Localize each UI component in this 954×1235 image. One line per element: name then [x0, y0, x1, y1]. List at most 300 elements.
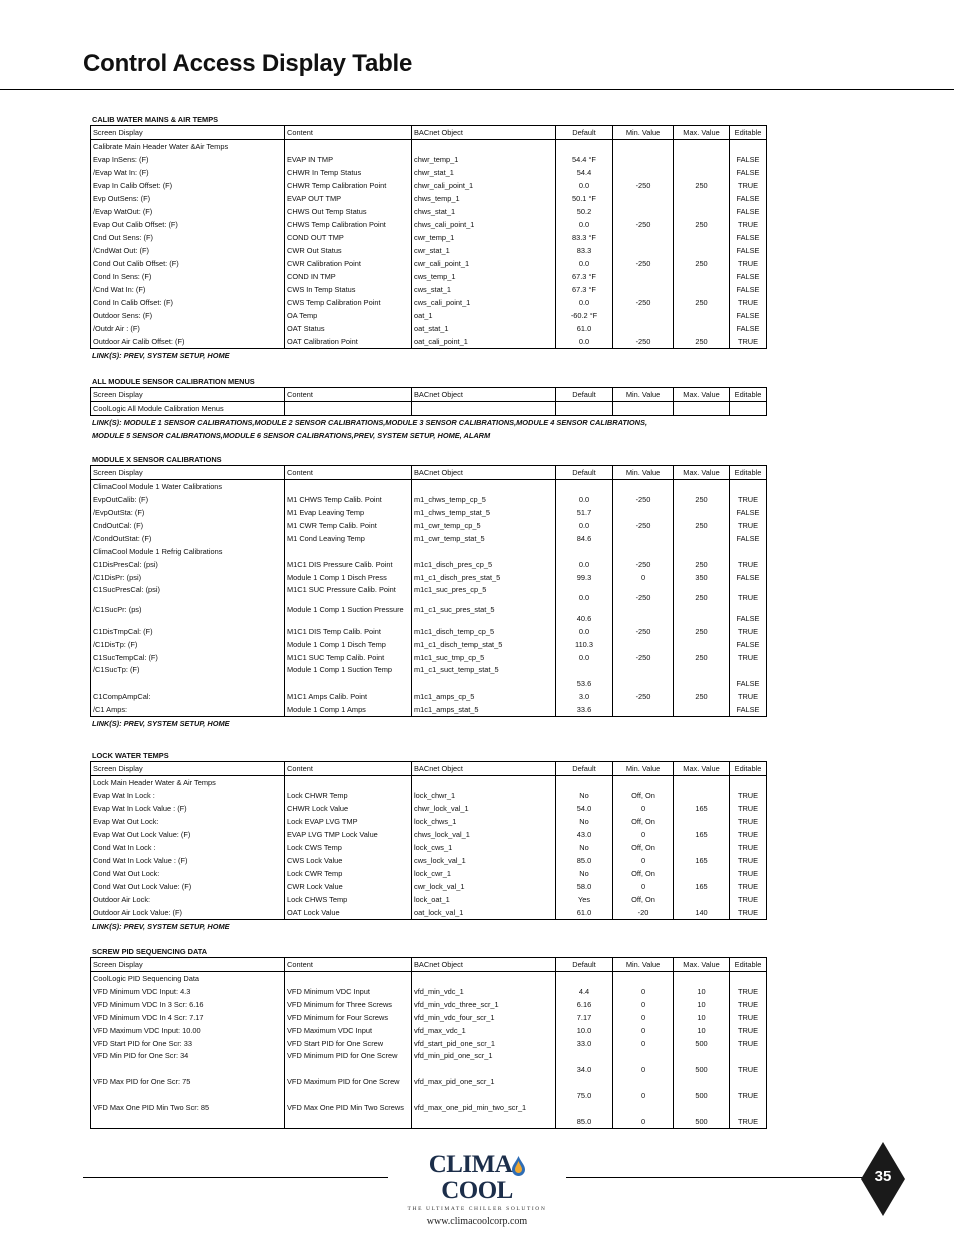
- cell-max: [674, 604, 730, 625]
- cell-default: 110.3: [556, 638, 613, 651]
- table-row: [91, 638, 767, 651]
- cell-editable: TRUE: [730, 335, 767, 349]
- cell-bacnet: chws_cali_point_1: [412, 218, 556, 231]
- logo-wordmark: [394, 1152, 560, 1204]
- table-row: [91, 893, 767, 906]
- column-header-editable: Editable: [730, 762, 767, 776]
- cell-screen: C1SucTempCal: (F): [91, 651, 285, 664]
- cell-min: [613, 972, 674, 986]
- links-line: LINK(S): PREV, SYSTEM SETUP, HOME: [92, 351, 230, 360]
- cell-min: [613, 480, 674, 494]
- cell-max: 350: [674, 571, 730, 584]
- cell-editable: FALSE: [730, 664, 767, 690]
- cell-max: [674, 244, 730, 257]
- cell-default: [556, 480, 613, 494]
- cell-screen: VFD Minimum VDC Input: 4.3: [91, 985, 285, 998]
- cell-editable: [730, 402, 767, 416]
- cell-content: VFD Minimum VDC Input: [285, 985, 412, 998]
- logo-tagline: THE ULTIMATE CHILLER SOLUTION: [407, 1206, 547, 1212]
- cell-screen: VFD Max One PID Min Two Scr: 85: [91, 1102, 285, 1129]
- cell-editable: TRUE: [730, 906, 767, 920]
- cell-editable: TRUE: [730, 841, 767, 854]
- cell-min: [613, 402, 674, 416]
- cell-default: 84.6: [556, 532, 613, 545]
- cell-min: -20: [613, 906, 674, 920]
- cell-screen: Cond Wat In Lock Value : (F): [91, 854, 285, 867]
- cell-content: [285, 776, 412, 790]
- cell-bacnet: [412, 776, 556, 790]
- table-row: [91, 571, 767, 584]
- cell-default: 54.4: [556, 166, 613, 179]
- cell-screen: VFD Min PID for One Scr: 34: [91, 1050, 285, 1076]
- cell-editable: FALSE: [730, 309, 767, 322]
- table-row: [91, 703, 767, 717]
- cell-max: [674, 841, 730, 854]
- cell-content: OAT Lock Value: [285, 906, 412, 920]
- cell-editable: FALSE: [730, 231, 767, 244]
- cell-min: -250: [613, 584, 674, 604]
- cell-editable: FALSE: [730, 532, 767, 545]
- cell-content: VFD Minimum PID for One Screw: [285, 1050, 412, 1076]
- table-row: [91, 166, 767, 179]
- column-header-content: Content: [285, 958, 412, 972]
- cell-default: 0.0: [556, 558, 613, 571]
- cell-bacnet: [412, 972, 556, 986]
- section-title: SCREW PID SEQUENCING DATA: [92, 947, 208, 956]
- table-row: [91, 867, 767, 880]
- cell-min: [613, 532, 674, 545]
- cell-screen: CndOutCal: (F): [91, 519, 285, 532]
- cell-screen: /C1 Amps:: [91, 703, 285, 717]
- cell-max: [674, 166, 730, 179]
- cell-default: 33.6: [556, 703, 613, 717]
- cell-editable: [730, 545, 767, 558]
- cell-min: 0: [613, 1102, 674, 1129]
- cell-bacnet: cws_stat_1: [412, 283, 556, 296]
- column-header-content: Content: [285, 126, 412, 140]
- cell-bacnet: m1c1_disch_temp_cp_5: [412, 625, 556, 638]
- cell-bacnet: m1_c1_suc_pres_stat_5: [412, 604, 556, 625]
- cell-min: -250: [613, 257, 674, 270]
- cell-bacnet: cwr_stat_1: [412, 244, 556, 257]
- cell-bacnet: oat_1: [412, 309, 556, 322]
- column-header-min: Min. Value: [613, 466, 674, 480]
- cell-default: 0.0: [556, 651, 613, 664]
- table-row: [91, 140, 767, 154]
- cell-bacnet: vfd_min_vdc_four_scr_1: [412, 1011, 556, 1024]
- section-title: LOCK WATER TEMPS: [92, 751, 169, 760]
- cell-max: [674, 402, 730, 416]
- cell-min: -250: [613, 335, 674, 349]
- table-row: [91, 789, 767, 802]
- cell-content: CWS Lock Value: [285, 854, 412, 867]
- logo-text-clima: CLIMA: [428, 1151, 513, 1178]
- cell-content: COND IN TMP: [285, 270, 412, 283]
- cell-content: VFD Max One PID Min Two Screws: [285, 1102, 412, 1129]
- cell-max: 10: [674, 998, 730, 1011]
- cell-max: 500: [674, 1102, 730, 1129]
- footer-divider-left: [83, 1177, 388, 1178]
- cell-editable: TRUE: [730, 815, 767, 828]
- cell-default: No: [556, 867, 613, 880]
- cell-content: Lock CHWR Temp: [285, 789, 412, 802]
- cell-max: 500: [674, 1037, 730, 1050]
- cell-max: 250: [674, 179, 730, 192]
- cell-min: [613, 231, 674, 244]
- cell-max: [674, 192, 730, 205]
- cell-editable: TRUE: [730, 802, 767, 815]
- water-drop-icon: [512, 1156, 525, 1176]
- cell-screen: C1SucPresCal: (psi): [91, 584, 285, 604]
- cell-editable: FALSE: [730, 244, 767, 257]
- cell-content: [285, 545, 412, 558]
- cell-min: [613, 776, 674, 790]
- cell-bacnet: chwr_stat_1: [412, 166, 556, 179]
- data-table: [90, 761, 767, 920]
- table-row: [91, 532, 767, 545]
- cell-content: Lock CHWS Temp: [285, 893, 412, 906]
- cell-default: 0.0: [556, 257, 613, 270]
- cell-screen: Evap Wat Out Lock:: [91, 815, 285, 828]
- cell-max: 250: [674, 651, 730, 664]
- table-row: [91, 480, 767, 494]
- cell-min: 0: [613, 985, 674, 998]
- cell-screen: VFD Start PID for One Scr: 33: [91, 1037, 285, 1050]
- column-header-content: Content: [285, 388, 412, 402]
- cell-content: CWS Temp Calibration Point: [285, 296, 412, 309]
- cell-max: [674, 532, 730, 545]
- cell-min: 0: [613, 1050, 674, 1076]
- cell-max: [674, 776, 730, 790]
- cell-bacnet: lock_cwr_1: [412, 867, 556, 880]
- column-header-max: Max. Value: [674, 388, 730, 402]
- cell-editable: TRUE: [730, 854, 767, 867]
- cell-content: Lock CWS Temp: [285, 841, 412, 854]
- column-header-default: Default: [556, 388, 613, 402]
- cell-min: [613, 205, 674, 218]
- cell-bacnet: m1_cwr_temp_stat_5: [412, 532, 556, 545]
- cell-content: M1 Evap Leaving Temp: [285, 506, 412, 519]
- cell-bacnet: chws_temp_1: [412, 192, 556, 205]
- column-header-min: Min. Value: [613, 126, 674, 140]
- cell-content: VFD Maximum VDC Input: [285, 1024, 412, 1037]
- cell-min: [613, 545, 674, 558]
- cell-bacnet: lock_oat_1: [412, 893, 556, 906]
- cell-bacnet: vfd_max_pid_one_scr_1: [412, 1076, 556, 1102]
- cell-default: 54.4 °F: [556, 153, 613, 166]
- cell-editable: FALSE: [730, 322, 767, 335]
- table-row: [91, 651, 767, 664]
- cell-min: -250: [613, 519, 674, 532]
- cell-editable: TRUE: [730, 867, 767, 880]
- cell-content: Module 1 Comp 1 Suction Pressure: [285, 604, 412, 625]
- column-header-bacnet: BACnet Object: [412, 958, 556, 972]
- column-header-editable: Editable: [730, 126, 767, 140]
- cell-content: [285, 402, 412, 416]
- cell-max: 10: [674, 1024, 730, 1037]
- cell-editable: TRUE: [730, 625, 767, 638]
- cell-bacnet: oat_cali_point_1: [412, 335, 556, 349]
- cell-screen: ClimaCool Module 1 Water Calibrations: [91, 480, 285, 494]
- cell-min: [613, 153, 674, 166]
- cell-screen: Cond Wat In Lock :: [91, 841, 285, 854]
- cell-default: 40.6: [556, 604, 613, 625]
- cell-bacnet: oat_stat_1: [412, 322, 556, 335]
- cell-min: 0: [613, 854, 674, 867]
- cell-screen: EvpOutCalib: (F): [91, 493, 285, 506]
- cell-min: [613, 703, 674, 717]
- cell-min: -250: [613, 218, 674, 231]
- cell-min: -250: [613, 179, 674, 192]
- cell-bacnet: chwr_lock_val_1: [412, 802, 556, 815]
- cell-content: CWR Out Status: [285, 244, 412, 257]
- cell-screen: C1DisPresCal: (psi): [91, 558, 285, 571]
- cell-editable: TRUE: [730, 1037, 767, 1050]
- column-header-bacnet: BACnet Object: [412, 388, 556, 402]
- table-row: [91, 153, 767, 166]
- cell-content: M1C1 DIS Temp Calib. Point: [285, 625, 412, 638]
- cell-editable: FALSE: [730, 166, 767, 179]
- table-row: [91, 584, 767, 604]
- cell-screen: /CndWat Out: (F): [91, 244, 285, 257]
- cell-max: [674, 867, 730, 880]
- cell-default: [556, 972, 613, 986]
- cell-screen: C1CompAmpCal:: [91, 690, 285, 703]
- cell-screen: VFD Minimum VDC In 4 Scr: 7.17: [91, 1011, 285, 1024]
- column-header-editable: Editable: [730, 388, 767, 402]
- cell-editable: FALSE: [730, 703, 767, 717]
- cell-min: Off, On: [613, 789, 674, 802]
- cell-bacnet: vfd_min_pid_one_scr_1: [412, 1050, 556, 1076]
- cell-max: [674, 283, 730, 296]
- cell-editable: FALSE: [730, 153, 767, 166]
- cell-screen: Evap Wat In Lock Value : (F): [91, 802, 285, 815]
- cell-screen: /C1DisPr: (psi): [91, 571, 285, 584]
- table-row: [91, 1076, 767, 1102]
- cell-screen: /EvpOutSta: (F): [91, 506, 285, 519]
- table-row: [91, 493, 767, 506]
- cell-bacnet: m1c1_amps_stat_5: [412, 703, 556, 717]
- table-row: [91, 309, 767, 322]
- cell-bacnet: vfd_min_vdc_1: [412, 985, 556, 998]
- cell-bacnet: m1_c1_disch_temp_stat_5: [412, 638, 556, 651]
- column-header-screen: Screen Display: [91, 466, 285, 480]
- column-header-content: Content: [285, 762, 412, 776]
- cell-editable: TRUE: [730, 584, 767, 604]
- table-header-row: [91, 762, 767, 776]
- cell-bacnet: vfd_max_one_pid_min_two_scr_1: [412, 1102, 556, 1129]
- cell-min: -250: [613, 625, 674, 638]
- cell-max: 250: [674, 625, 730, 638]
- cell-default: 6.16: [556, 998, 613, 1011]
- cell-content: OAT Calibration Point: [285, 335, 412, 349]
- table-header-row: [91, 958, 767, 972]
- column-header-bacnet: BACnet Object: [412, 466, 556, 480]
- section-0: [90, 114, 766, 362]
- cell-editable: TRUE: [730, 1011, 767, 1024]
- cell-min: Off, On: [613, 815, 674, 828]
- cell-bacnet: cws_cali_point_1: [412, 296, 556, 309]
- cell-default: 85.0: [556, 854, 613, 867]
- column-header-default: Default: [556, 958, 613, 972]
- cell-bacnet: chwr_temp_1: [412, 153, 556, 166]
- cell-default: [556, 545, 613, 558]
- cell-editable: FALSE: [730, 506, 767, 519]
- cell-max: 165: [674, 854, 730, 867]
- cell-max: 250: [674, 690, 730, 703]
- column-header-default: Default: [556, 126, 613, 140]
- table-row: [91, 257, 767, 270]
- cell-max: 250: [674, 558, 730, 571]
- data-table: [90, 957, 767, 1129]
- cell-max: [674, 703, 730, 717]
- cell-max: [674, 205, 730, 218]
- table-row: [91, 985, 767, 998]
- cell-content: M1C1 SUC Temp Calib. Point: [285, 651, 412, 664]
- table-row: [91, 998, 767, 1011]
- cell-max: [674, 789, 730, 802]
- cell-content: CWS In Temp Status: [285, 283, 412, 296]
- cell-content: M1C1 DIS Pressure Calib. Point: [285, 558, 412, 571]
- cell-editable: TRUE: [730, 893, 767, 906]
- cell-max: 140: [674, 906, 730, 920]
- cell-max: [674, 506, 730, 519]
- cell-min: [613, 506, 674, 519]
- cell-screen: Outdoor Air Lock Value: (F): [91, 906, 285, 920]
- column-header-default: Default: [556, 762, 613, 776]
- cell-min: [613, 283, 674, 296]
- table-row: [91, 179, 767, 192]
- cell-editable: FALSE: [730, 192, 767, 205]
- cell-max: [674, 153, 730, 166]
- cell-min: [613, 270, 674, 283]
- cell-max: [674, 309, 730, 322]
- cell-editable: TRUE: [730, 789, 767, 802]
- cell-screen: VFD Max PID for One Scr: 75: [91, 1076, 285, 1102]
- cell-default: 54.0: [556, 802, 613, 815]
- footer-divider-right: [566, 1177, 866, 1178]
- cell-content: Lock CWR Temp: [285, 867, 412, 880]
- cell-editable: TRUE: [730, 998, 767, 1011]
- cell-max: [674, 480, 730, 494]
- table-row: [91, 558, 767, 571]
- cell-max: 250: [674, 493, 730, 506]
- cell-screen: Cond Wat Out Lock:: [91, 867, 285, 880]
- cell-min: 0: [613, 1037, 674, 1050]
- cell-bacnet: [412, 480, 556, 494]
- cell-editable: TRUE: [730, 651, 767, 664]
- cell-screen: Outdoor Sens: (F): [91, 309, 285, 322]
- cell-bacnet: m1c1_suc_tmp_cp_5: [412, 651, 556, 664]
- cell-screen: Cond Wat Out Lock Value: (F): [91, 880, 285, 893]
- cell-min: [613, 140, 674, 154]
- page-title: Control Access Display Table: [83, 50, 413, 77]
- cell-content: CHWR In Temp Status: [285, 166, 412, 179]
- cell-min: 0: [613, 571, 674, 584]
- cell-default: No: [556, 815, 613, 828]
- cell-bacnet: m1_chws_temp_stat_5: [412, 506, 556, 519]
- cell-bacnet: m1_chws_temp_cp_5: [412, 493, 556, 506]
- cell-default: 50.1 °F: [556, 192, 613, 205]
- cell-default: 34.0: [556, 1050, 613, 1076]
- cell-default: 4.4: [556, 985, 613, 998]
- cell-min: [613, 192, 674, 205]
- cell-content: CWR Lock Value: [285, 880, 412, 893]
- cell-screen: VFD Maximum VDC Input: 10.00: [91, 1024, 285, 1037]
- cell-screen: Evp OutSens: (F): [91, 192, 285, 205]
- cell-bacnet: lock_chwr_1: [412, 789, 556, 802]
- website-url: www.climacoolcorp.com: [426, 1216, 528, 1227]
- table-row: [91, 625, 767, 638]
- cell-max: 250: [674, 584, 730, 604]
- links-line: LINK(S): PREV, SYSTEM SETUP, HOME: [92, 922, 230, 931]
- cell-bacnet: lock_chws_1: [412, 815, 556, 828]
- climacool-logo: [394, 1152, 560, 1227]
- section-4: [90, 946, 766, 1129]
- cell-screen: Cnd Out Sens: (F): [91, 231, 285, 244]
- cell-min: [613, 638, 674, 651]
- cell-default: Yes: [556, 893, 613, 906]
- cell-max: [674, 140, 730, 154]
- section-title: ALL MODULE SENSOR CALIBRATION MENUS: [92, 377, 255, 386]
- cell-bacnet: cwr_temp_1: [412, 231, 556, 244]
- cell-max: 250: [674, 335, 730, 349]
- cell-screen: Evap In Calib Offset: (F): [91, 179, 285, 192]
- table-row: [91, 1011, 767, 1024]
- section-1: [90, 376, 766, 442]
- cell-screen: /Cnd Wat In: (F): [91, 283, 285, 296]
- cell-content: Module 1 Comp 1 Suction Temp: [285, 664, 412, 690]
- cell-default: 0.0: [556, 335, 613, 349]
- cell-default: [556, 140, 613, 154]
- cell-bacnet: m1_c1_suct_temp_stat_5: [412, 664, 556, 690]
- cell-bacnet: m1_cwr_temp_cp_5: [412, 519, 556, 532]
- table-row: [91, 1037, 767, 1050]
- cell-default: 61.0: [556, 906, 613, 920]
- links-line: LINK(S): MODULE 1 SENSOR CALIBRATIONS,MODULE 2 SENSOR CALIBRATIONS,MODULE 3 SENSOR CALIBRATIONS,MODULE 4 SENSOR CALIBRATIONS,: [92, 418, 647, 427]
- cell-bacnet: m1c1_suc_pres_cp_5: [412, 584, 556, 604]
- cell-content: Module 1 Comp 1 Disch Temp: [285, 638, 412, 651]
- table-row: [91, 218, 767, 231]
- table-row: [91, 322, 767, 335]
- column-header-editable: Editable: [730, 958, 767, 972]
- column-header-bacnet: BACnet Object: [412, 762, 556, 776]
- cell-screen: Calibrate Main Header Water &Air Temps: [91, 140, 285, 154]
- table-row: [91, 802, 767, 815]
- page-number: 35: [874, 1168, 892, 1185]
- cell-bacnet: lock_cws_1: [412, 841, 556, 854]
- logo-text-cool: COOL: [441, 1177, 513, 1204]
- column-header-bacnet: BACnet Object: [412, 126, 556, 140]
- table-row: [91, 906, 767, 920]
- cell-editable: FALSE: [730, 571, 767, 584]
- cell-content: Lock EVAP LVG TMP: [285, 815, 412, 828]
- table-row: [91, 231, 767, 244]
- cell-min: -250: [613, 690, 674, 703]
- column-header-default: Default: [556, 466, 613, 480]
- links-line: LINK(S): PREV, SYSTEM SETUP, HOME: [92, 719, 230, 728]
- cell-default: 3.0: [556, 690, 613, 703]
- table-row: [91, 205, 767, 218]
- table-row: [91, 828, 767, 841]
- cell-max: [674, 270, 730, 283]
- links-line: MODULE 5 SENSOR CALIBRATIONS,MODULE 6 SENSOR CALIBRATIONS,PREV, SYSTEM SETUP, HOME, ALARM: [92, 431, 491, 440]
- column-header-max: Max. Value: [674, 466, 730, 480]
- cell-screen: Cond In Calib Offset: (F): [91, 296, 285, 309]
- section-3: [90, 750, 766, 933]
- cell-max: 10: [674, 1011, 730, 1024]
- table-row: [91, 690, 767, 703]
